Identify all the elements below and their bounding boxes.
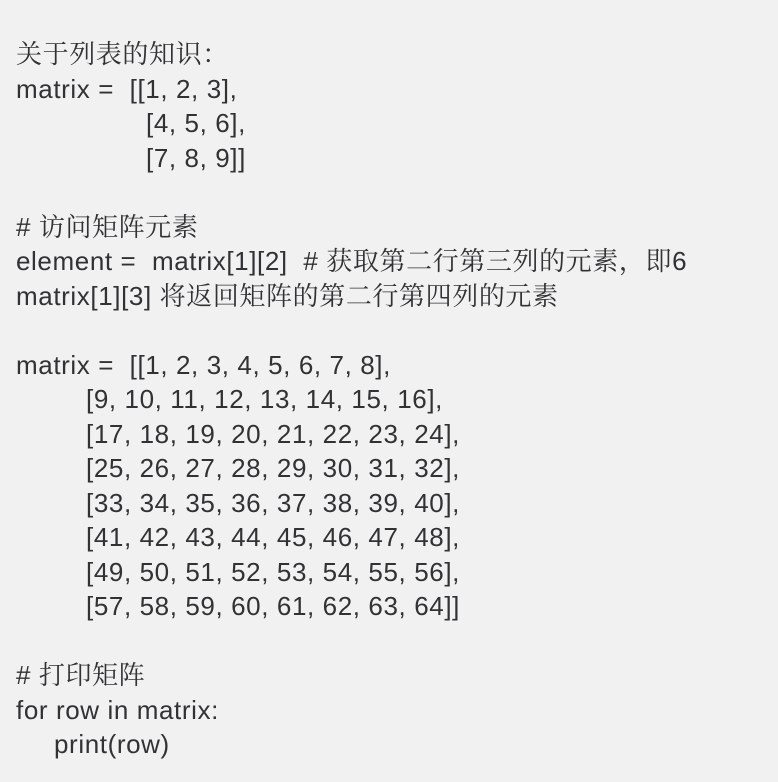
- code-line-matrix-large-row: [33, 34, 35, 36, 37, 38, 39, 40],: [86, 487, 460, 518]
- comment-line-access: # 访问矩阵元素: [16, 211, 199, 242]
- code-line-matrix-large-row: [49, 50, 51, 52, 53, 54, 55, 56],: [86, 556, 460, 587]
- code-line-for-loop: for row in matrix:: [16, 694, 219, 725]
- code-line-print: print(row): [54, 729, 170, 759]
- code-line-matrix-large-row: [17, 18, 19, 20, 21, 22, 23, 24],: [86, 418, 460, 449]
- text-line-explanation: matrix[1][3] 将返回矩阵的第二行第四列的元素: [16, 280, 559, 311]
- code-line-matrix-large-open: matrix = [[1, 2, 3, 4, 5, 6, 7, 8],: [16, 349, 391, 380]
- code-line-matrix-large-row: [9, 10, 11, 12, 13, 14, 15, 16],: [86, 384, 443, 414]
- blank-line: [16, 624, 768, 659]
- code-line-matrix-large-row: [41, 42, 43, 44, 45, 46, 47, 48],: [86, 522, 460, 552]
- note-title: 关于列表的知识：: [16, 39, 229, 69]
- code-line-matrix-large-row: [25, 26, 27, 28, 29, 30, 31, 32],: [86, 453, 460, 483]
- blank-line: [16, 175, 768, 210]
- code-line-matrix-small-row: [4, 5, 6],: [146, 108, 246, 138]
- comment-line-print: # 打印矩阵: [16, 660, 146, 690]
- code-line-matrix-large-row: [57, 58, 59, 60, 61, 62, 63, 64]]: [86, 591, 460, 621]
- code-line-matrix-small-row: [7, 8, 9]]: [146, 142, 246, 173]
- blank-line: [16, 313, 768, 348]
- code-line-matrix-small-open: matrix = [[1, 2, 3],: [16, 73, 238, 104]
- code-line-element: element = matrix[1][2] # 获取第二行第三列的元素，即6: [16, 246, 688, 276]
